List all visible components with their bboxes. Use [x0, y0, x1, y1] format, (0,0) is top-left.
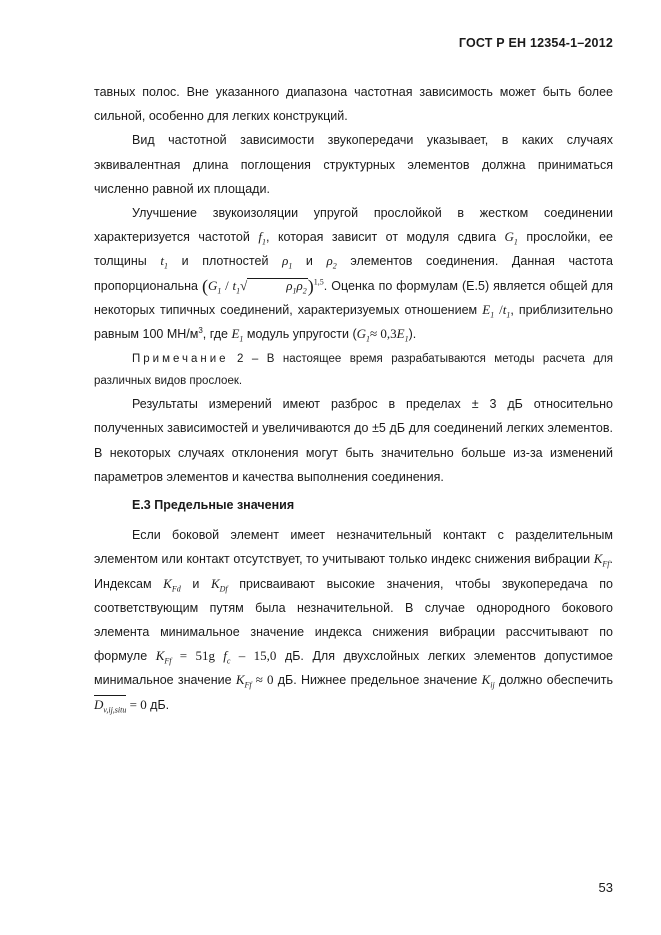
- paragraph-measurement-scatter: Результаты измерений имеют разброс в пределах ± 3 дБ относительно полученных зависимостей и увеличиваются до ±5 дБ для соединений легких элементов. В некоторых случаях отклонения могут быть значительно больше из-за изменений параметров элементов и качества выполнения соединения.: [94, 397, 613, 484]
- page-number: 53: [598, 880, 613, 895]
- text-run: Если боковой элемент имеет незначительный контакт с разделительным элементом или контакт отсутствует, то учитывают только индекс снижения вибрации: [94, 528, 613, 567]
- symbol-rho1: $\rho_1$: [282, 253, 293, 272]
- text-run: должно обеспечить: [494, 673, 614, 688]
- symbol-KDf: $K_{Df}$: [210, 575, 228, 594]
- formula-Dvij-situ: $D_{v,ij,situ} = 0$: [94, 696, 147, 715]
- text-run: , где: [202, 327, 232, 342]
- text-run: , которая зависит от модуля сдвига: [265, 230, 505, 245]
- symbol-E1: $E_1$: [231, 326, 244, 344]
- section-heading: Е.3 Предельные значения: [132, 498, 295, 513]
- unit-exponent: 3: [198, 325, 203, 335]
- text-run: дБ.: [146, 697, 170, 712]
- text-run: модуль упругости (: [243, 327, 357, 342]
- formula-proportionality: ($G_1 / t_1√$ $\rho_1\rho_2)^{1,5}$: [201, 275, 324, 296]
- document-body: [94, 80, 613, 717]
- text-run: , приблизительно равным 100 МН/м: [94, 302, 613, 342]
- text-run: и: [292, 254, 327, 269]
- text-run: и: [180, 576, 211, 591]
- symbol-G1: $G_1$: [504, 229, 518, 247]
- text-run: и плотностей: [167, 254, 283, 269]
- text-run: элементов соединения. Данная частота пропорциональна: [94, 254, 613, 293]
- text-run: прослойки, ее толщины: [94, 230, 614, 269]
- note-text: 2 – В настоящее время разрабатываются методы расчета для различных видов прослоек.: [94, 353, 613, 388]
- paragraph-continuation: тавных полос. Вне указанного диапазона частотная зависимость может быть более сильной, особенно для легких конструкций.: [94, 85, 613, 124]
- note-label: Примечание: [132, 353, 229, 366]
- formula-G-E: $G_1\approx 0,3E_1$: [356, 326, 409, 344]
- symbol-f1: $f_1$: [258, 229, 266, 247]
- text-run: . Индексам: [94, 552, 613, 591]
- paragraph-frequency-dependence: Вид частотной зависимости звукопередачи указывает, в каких случаях эквивалентная длина поглощения структурных элементов должна приниматься численно равной их площади.: [94, 133, 613, 196]
- symbol-t1: $t_1$: [160, 253, 168, 272]
- note-2: [94, 348, 613, 392]
- formula-KFf-min: $K_{Ff} = 51g$ $f_c - 15,0$: [155, 648, 277, 666]
- symbol-Kij: $K_{ij}$: [481, 672, 495, 691]
- formula-KFf-light: $K_{Ff} \approx 0$: [235, 672, 274, 691]
- text-run: . Оценка по формулам (Е.5) является общей для некоторых типичных соединений, характеризуемых отношением: [94, 278, 613, 317]
- formula-ratio: $E_1$ $/t_1$: [482, 301, 511, 320]
- text-run: дБ. Нижнее предельное значение: [273, 673, 482, 688]
- text-run: ).: [408, 327, 417, 342]
- paragraph-limit-values: [94, 523, 613, 717]
- document-header: ГОСТ Р ЕН 12354-1–2012: [458, 36, 613, 50]
- symbol-rho2: $\rho_2$: [326, 253, 337, 272]
- symbol-KFf: $K_{Ff}$: [593, 551, 610, 570]
- text-run: присваивают высокие значения, чтобы звукопередача по соответствующим путям была незначительной. В случае однородного бокового элемента минимальное значение индекса снижения вибрации рассчитывают по формуле: [94, 576, 613, 664]
- symbol-KFd: $K_{Fd}$: [163, 575, 181, 594]
- paragraph-elastic-interlayer: [94, 201, 613, 346]
- text-run: Улучшение звукоизоляции упругой прослойкой в жестком соединении характеризуется частотой: [94, 206, 613, 245]
- text-run: дБ. Для двухслойных легких элементов допустимое минимальное значение: [94, 649, 614, 688]
